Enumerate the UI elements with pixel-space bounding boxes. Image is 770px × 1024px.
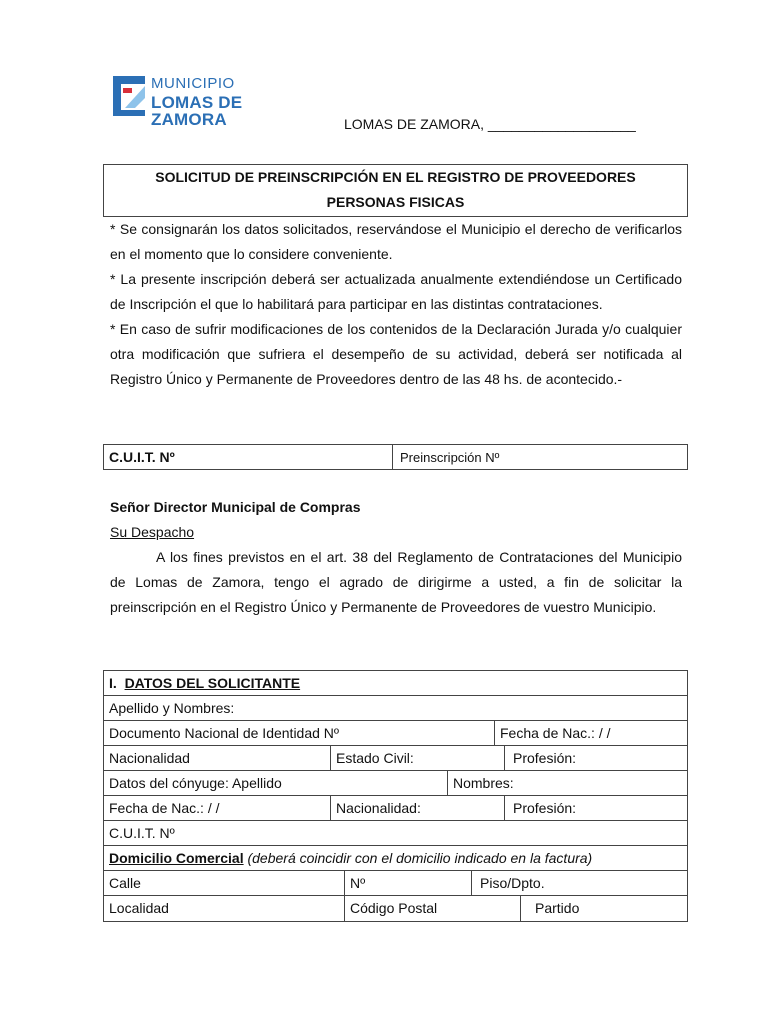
section-number: I. xyxy=(109,675,117,691)
localidad-field[interactable]: Localidad xyxy=(109,900,169,916)
logo-line-1: MUNICIPIO xyxy=(151,75,235,92)
logo-line-2: LOMAS DE ZAMORA xyxy=(151,93,243,129)
nacionalidad-field[interactable]: Nacionalidad xyxy=(109,750,190,766)
cuit-field[interactable]: C.U.I.T. Nº xyxy=(109,825,175,841)
fecha-nac-field[interactable]: Fecha de Nac.: / / xyxy=(494,721,687,745)
numero-field[interactable]: Nº xyxy=(344,871,471,895)
form-row-domicilio-header xyxy=(104,846,687,871)
apellido-field[interactable]: Apellido y Nombres: xyxy=(109,700,235,716)
cuit-label: C.U.I.T. Nº xyxy=(109,449,175,465)
addressee-block xyxy=(110,495,361,545)
note-item: * La presente inscripción deberá ser actualizada anualmente extendiéndose un Certificado de Inscripción el que lo habilitará para participar en las distintas contrataciones. xyxy=(110,271,682,312)
dni-field[interactable]: Documento Nacional de Identidad Nº xyxy=(109,725,340,741)
letter-paragraph: A los fines previstos en el art. 38 del Reglamento de Contrataciones del Municipio de Lomas de Zamora, tengo el agrado de dirigirme a usted, a fin de solicitar la preinscripción en el Registro Único y Permanente de Proveedores de vuestro Municipio. xyxy=(110,549,682,615)
form-row-conyuge-datos xyxy=(104,796,687,821)
municipio-emblem-icon xyxy=(113,74,147,116)
profesion-field[interactable]: Profesión: xyxy=(504,746,687,770)
domicilio-title: Domicilio Comercial xyxy=(109,850,244,866)
conyuge-apellido-field[interactable]: Datos del cónyuge: Apellido xyxy=(109,775,282,791)
addressee-subtitle: Su Despacho xyxy=(110,524,195,540)
section-title: DATOS DEL SOLICITANTE xyxy=(124,675,301,691)
municipio-logo xyxy=(113,74,323,129)
form-title-line-1: SOLICITUD DE PREINSCRIPCIÓN EN EL REGISTRO DE PROVEEDORES xyxy=(155,169,636,185)
domicilio-note: (deberá coincidir con el domicilio indicado en la factura) xyxy=(247,850,593,866)
conyuge-profesion-field[interactable]: Profesión: xyxy=(504,796,687,820)
conyuge-nacionalidad-field[interactable]: Nacionalidad: xyxy=(330,796,504,820)
estado-civil-field[interactable]: Estado Civil: xyxy=(330,746,504,770)
cuit-row xyxy=(103,444,688,470)
section-header xyxy=(104,671,687,696)
piso-field[interactable]: Piso/Dpto. xyxy=(471,871,687,895)
form-row-dni xyxy=(104,721,687,746)
preinscripcion-label: Preinscripción Nº xyxy=(400,450,500,465)
form-row-calle xyxy=(104,871,687,896)
form-title-line-2: PERSONAS FISICAS xyxy=(326,194,465,210)
note-item: * En caso de sufrir modificaciones de los contenidos de la Declaración Jurada y/o cualquier otra modificación que sufriera el desempeño de su actividad, deberá ser notificada al Registro Único y Permanente de Proveedores dentro de las 48 hs. de acontecido.- xyxy=(110,321,682,387)
applicant-data-form xyxy=(103,670,688,922)
form-row-cuit xyxy=(104,821,687,846)
partido-field[interactable]: Partido xyxy=(520,896,687,921)
conyuge-fecha-field[interactable]: Fecha de Nac.: / / xyxy=(109,800,220,816)
note-item: * Se consignarán los datos solicitados, reservándose el Municipio el derecho de verificarlos en el momento que lo considere conveniente. xyxy=(110,221,682,262)
form-row-localidad xyxy=(104,896,687,921)
form-row-nacionalidad xyxy=(104,746,687,771)
letter-body xyxy=(110,545,682,620)
city-date-line: LOMAS DE ZAMORA, ___________________ xyxy=(344,116,636,132)
instructions-notes xyxy=(110,217,682,392)
form-row-conyuge xyxy=(104,771,687,796)
calle-field[interactable]: Calle xyxy=(109,875,141,891)
codigo-postal-field[interactable]: Código Postal xyxy=(344,896,520,921)
cuit-divider xyxy=(392,445,393,469)
form-title-box xyxy=(103,164,688,217)
form-row-apellido xyxy=(104,696,687,721)
conyuge-nombres-field[interactable]: Nombres: xyxy=(447,771,687,795)
addressee-title: Señor Director Municipal de Compras xyxy=(110,499,361,515)
